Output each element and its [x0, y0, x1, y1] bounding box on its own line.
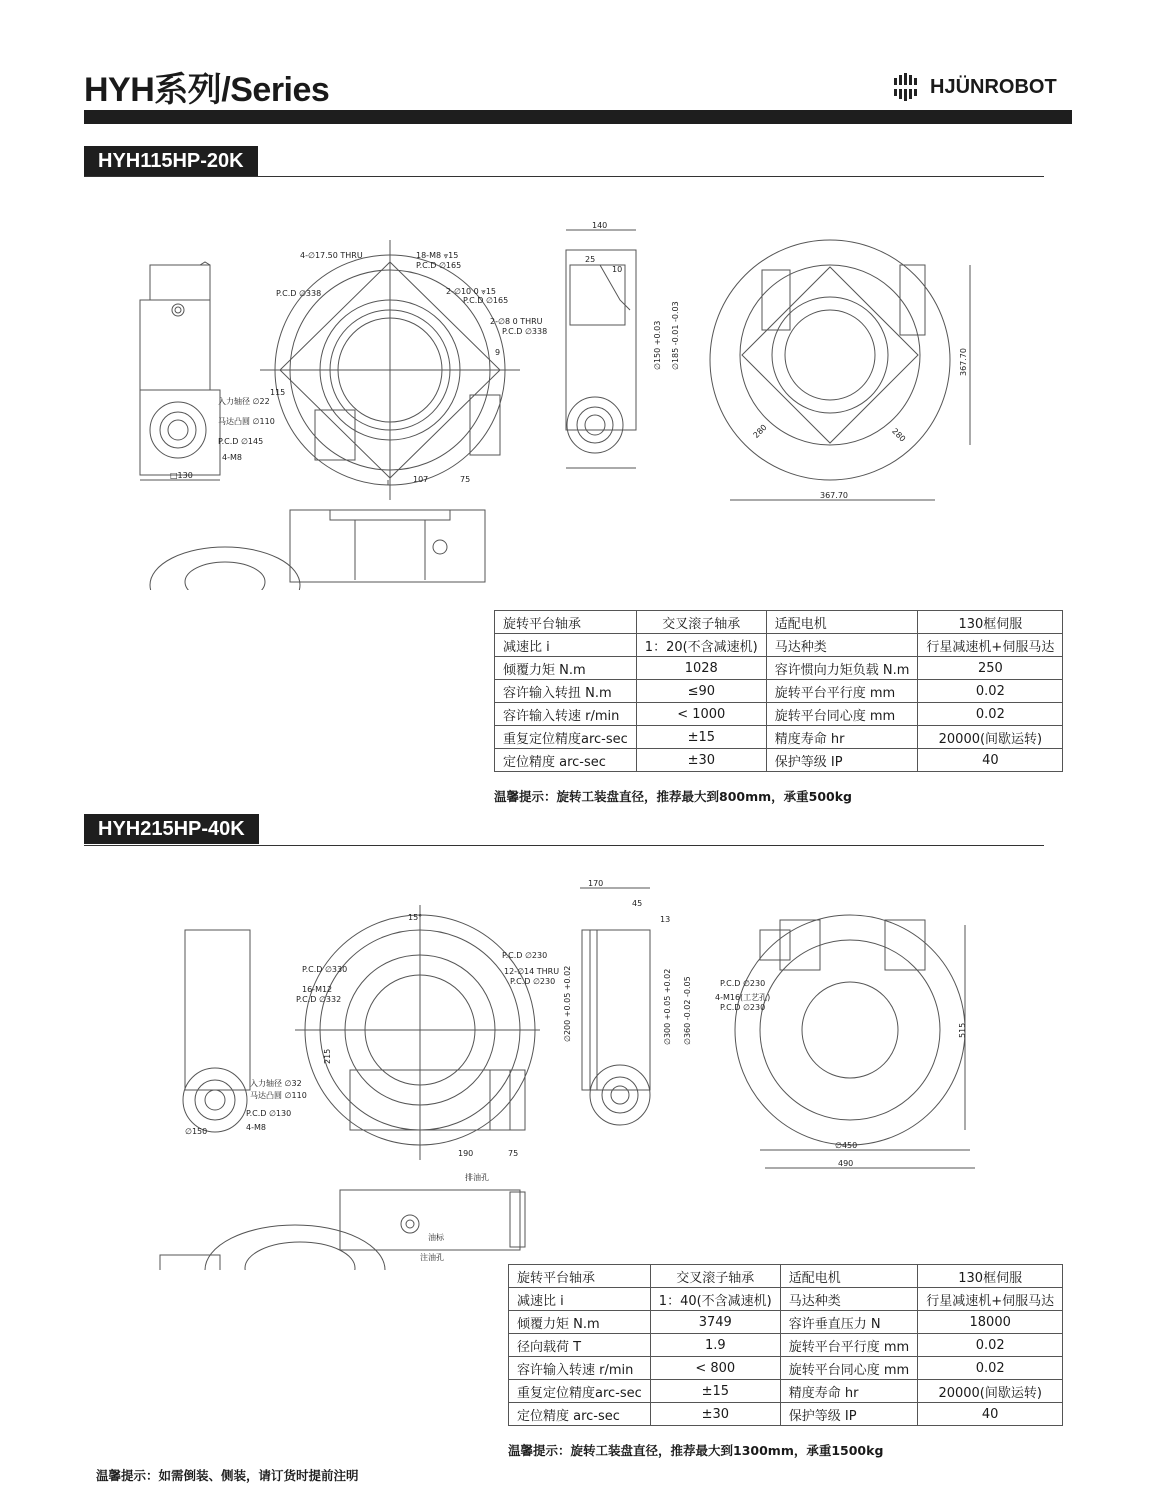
svg-text:排油孔: 排油孔 [465, 1173, 489, 1182]
spec-label: 减速比 i [495, 634, 637, 657]
spec-value: 0.02 [918, 1334, 1063, 1357]
page-title: HYH系列/Series [84, 71, 330, 109]
svg-text:入力轴径 ∅32: 入力轴径 ∅32 [250, 1079, 302, 1088]
svg-text:75: 75 [460, 475, 471, 484]
technical-drawing-hyh215 [130, 870, 1010, 1270]
spec-row [495, 611, 1063, 634]
svg-text:9: 9 [495, 348, 501, 357]
spec-value: 1：20(不含减速机) [636, 634, 766, 657]
spec-value: 20000(间歇运转) [918, 726, 1063, 749]
spec-row [495, 749, 1063, 772]
technical-drawing-hyh115 [130, 210, 1010, 590]
svg-text:4-M8: 4-M8 [246, 1123, 266, 1132]
svg-text:15°: 15° [408, 913, 423, 922]
svg-text:10: 10 [612, 265, 623, 274]
spec-value: 交叉滚子轴承 [650, 1265, 780, 1288]
section-title-hyh115: HYH115HP-20K [84, 146, 258, 176]
spec-label: 马达种类 [766, 634, 918, 657]
svg-text:2-∅8 0 THRU: 2-∅8 0 THRU [490, 317, 543, 326]
spec-value: < 800 [650, 1357, 780, 1380]
svg-text:∅185 -0.01 -0.03: ∅185 -0.01 -0.03 [671, 301, 680, 370]
spec-label: 保护等级 IP [780, 1403, 917, 1426]
spec-row [509, 1403, 1063, 1426]
svg-text:107: 107 [413, 475, 429, 484]
spec-row [495, 634, 1063, 657]
svg-text:P.C.D ∅332: P.C.D ∅332 [296, 995, 342, 1004]
spec-value: 行星减速机+伺服马达 [918, 1288, 1063, 1311]
spec-label: 容许垂直压力 N [780, 1311, 917, 1334]
svg-text:75: 75 [508, 1149, 519, 1158]
svg-text:P.C.D ∅230: P.C.D ∅230 [720, 979, 766, 988]
spec-label: 容许输入转速 r/min [509, 1357, 651, 1380]
svg-text:P.C.D ∅230: P.C.D ∅230 [720, 1003, 766, 1012]
spec-row [509, 1357, 1063, 1380]
svg-text:P.C.D ∅230: P.C.D ∅230 [510, 977, 556, 986]
svg-text:2-∅10 0 ⩔15: 2-∅10 0 ⩔15 [446, 287, 496, 296]
spec-label: 容许输入转速 r/min [495, 703, 637, 726]
svg-text:马达凸圆 ∅110: 马达凸圆 ∅110 [218, 417, 275, 426]
svg-text:∅300 +0.05 +0.02: ∅300 +0.05 +0.02 [663, 968, 672, 1045]
svg-text:16-M12: 16-M12 [302, 985, 333, 994]
svg-text:□130: □130 [170, 471, 193, 480]
spec-row [509, 1311, 1063, 1334]
spec-value: ±15 [650, 1380, 780, 1403]
spec-row [495, 680, 1063, 703]
svg-text:马达凸圆 ∅110: 马达凸圆 ∅110 [250, 1091, 307, 1100]
spec-label: 适配电机 [766, 611, 918, 634]
spec-label: 倾覆力矩 N.m [509, 1311, 651, 1334]
spec-value: 250 [918, 657, 1063, 680]
svg-text:P.C.D ∅165: P.C.D ∅165 [463, 296, 509, 305]
spec-table-hyh215 [508, 1264, 1063, 1426]
spec-row [495, 703, 1063, 726]
spec-row [509, 1288, 1063, 1311]
svg-text:25: 25 [585, 255, 596, 264]
spec-label: 容许惯向力矩负载 N.m [766, 657, 918, 680]
spec-label: 定位精度 arc-sec [495, 749, 637, 772]
spec-value: 1.9 [650, 1334, 780, 1357]
svg-text:P.C.D ∅130: P.C.D ∅130 [246, 1109, 292, 1118]
spec-value: 20000(间歇运转) [918, 1380, 1063, 1403]
spec-label: 保护等级 IP [766, 749, 918, 772]
spec-label: 减速比 i [509, 1288, 651, 1311]
svg-text:45: 45 [632, 899, 643, 908]
spec-value: 130框伺服 [918, 611, 1063, 634]
spec-row [509, 1380, 1063, 1403]
svg-text:280: 280 [751, 422, 769, 440]
svg-text:∅450: ∅450 [835, 1141, 858, 1150]
svg-text:490: 490 [838, 1159, 854, 1168]
spec-label: 重复定位精度arc-sec [509, 1380, 651, 1403]
spec-label: 旋转平台同心度 mm [766, 703, 918, 726]
svg-text:P.C.D ∅338: P.C.D ∅338 [502, 327, 548, 336]
svg-text:P.C.D ∅145: P.C.D ∅145 [218, 437, 264, 446]
spec-row [495, 726, 1063, 749]
spec-value: 1：40(不含减速机) [650, 1288, 780, 1311]
svg-text:∅200 +0.05 +0.02: ∅200 +0.05 +0.02 [563, 965, 572, 1042]
svg-text:油标: 油标 [428, 1233, 444, 1242]
spec-label: 径向载荷 T [509, 1334, 651, 1357]
spec-value: 3749 [650, 1311, 780, 1334]
spec-value: 0.02 [918, 1357, 1063, 1380]
spec-row [495, 657, 1063, 680]
spec-value: 1028 [636, 657, 766, 680]
spec-value: 40 [918, 749, 1063, 772]
svg-text:215: 215 [323, 1048, 332, 1064]
spec-value: ±15 [636, 726, 766, 749]
svg-text:P.C.D ∅230: P.C.D ∅230 [502, 951, 548, 960]
svg-text:190: 190 [458, 1149, 474, 1158]
spec-value: 18000 [918, 1311, 1063, 1334]
spec-value: ±30 [636, 749, 766, 772]
spec-value: 交叉滚子轴承 [636, 611, 766, 634]
spec-label: 旋转平台轴承 [495, 611, 637, 634]
spec-label: 定位精度 arc-sec [509, 1403, 651, 1426]
spec-table-hyh115 [494, 610, 1063, 772]
svg-text:515: 515 [958, 1022, 967, 1038]
spec-label: 适配电机 [780, 1265, 917, 1288]
svg-text:367.70: 367.70 [820, 491, 848, 500]
spec-value: 0.02 [918, 680, 1063, 703]
spec-value: ≤90 [636, 680, 766, 703]
spec-label: 旋转平台同心度 mm [780, 1357, 917, 1380]
svg-text:13: 13 [660, 915, 671, 924]
section-note-hyh115: 温馨提示：旋转工装盘直径，推荐最大到800mm，承重500kg [494, 789, 852, 804]
svg-text:注油孔: 注油孔 [420, 1253, 444, 1262]
svg-text:280: 280 [890, 426, 908, 444]
svg-text:入力轴径 ∅22: 入力轴径 ∅22 [218, 397, 270, 406]
svg-text:18-M8 ⩔15: 18-M8 ⩔15 [416, 251, 459, 260]
brand-name: HJÜNROBOT [930, 75, 1057, 98]
svg-text:P.C.D ∅338: P.C.D ∅338 [276, 289, 322, 298]
spec-label: 旋转平台平行度 mm [766, 680, 918, 703]
hjun-logo-icon [892, 72, 922, 102]
spec-value: ±30 [650, 1403, 780, 1426]
footer-note: 温馨提示：如需倒装、侧装，请订货时提前注明 [96, 1468, 359, 1483]
spec-label: 容许输入转扭 N.m [495, 680, 637, 703]
spec-label: 旋转平台轴承 [509, 1265, 651, 1288]
svg-text:4-M16(工艺孔): 4-M16(工艺孔) [715, 993, 771, 1002]
svg-text:115: 115 [270, 388, 286, 397]
svg-text:140: 140 [592, 221, 608, 230]
spec-label: 精度寿命 hr [766, 726, 918, 749]
spec-row [509, 1334, 1063, 1357]
spec-value: < 1000 [636, 703, 766, 726]
spec-label: 重复定位精度arc-sec [495, 726, 637, 749]
brand-logo [892, 70, 1057, 104]
section-title-hyh215: HYH215HP-40K [84, 814, 259, 844]
spec-label: 旋转平台平行度 mm [780, 1334, 917, 1357]
spec-value: 40 [918, 1403, 1063, 1426]
svg-text:367.70: 367.70 [959, 348, 968, 376]
spec-label: 倾覆力矩 N.m [495, 657, 637, 680]
svg-text:12-∅14 THRU: 12-∅14 THRU [504, 967, 560, 976]
svg-text:P.C.D ∅165: P.C.D ∅165 [416, 261, 462, 270]
spec-label: 马达种类 [780, 1288, 917, 1311]
section-rule [84, 176, 1044, 177]
svg-text:∅150 +0.03: ∅150 +0.03 [653, 320, 662, 370]
header-bar [84, 110, 1072, 124]
svg-text:170: 170 [588, 879, 604, 888]
svg-text:P.C.D ∅330: P.C.D ∅330 [302, 965, 348, 974]
spec-value: 130框伺服 [918, 1265, 1063, 1288]
svg-text:∅150: ∅150 [185, 1127, 208, 1136]
spec-row [509, 1265, 1063, 1288]
spec-value: 行星减速机+伺服马达 [918, 634, 1063, 657]
section-rule [84, 845, 1044, 846]
spec-label: 精度寿命 hr [780, 1380, 917, 1403]
svg-text:∅360 -0.02 -0.05: ∅360 -0.02 -0.05 [683, 976, 692, 1045]
section-note-hyh215: 温馨提示：旋转工装盘直径，推荐最大到1300mm，承重1500kg [508, 1443, 884, 1458]
svg-text:4-∅17.50 THRU: 4-∅17.50 THRU [300, 251, 363, 260]
spec-value: 0.02 [918, 703, 1063, 726]
svg-text:4-M8: 4-M8 [222, 453, 242, 462]
